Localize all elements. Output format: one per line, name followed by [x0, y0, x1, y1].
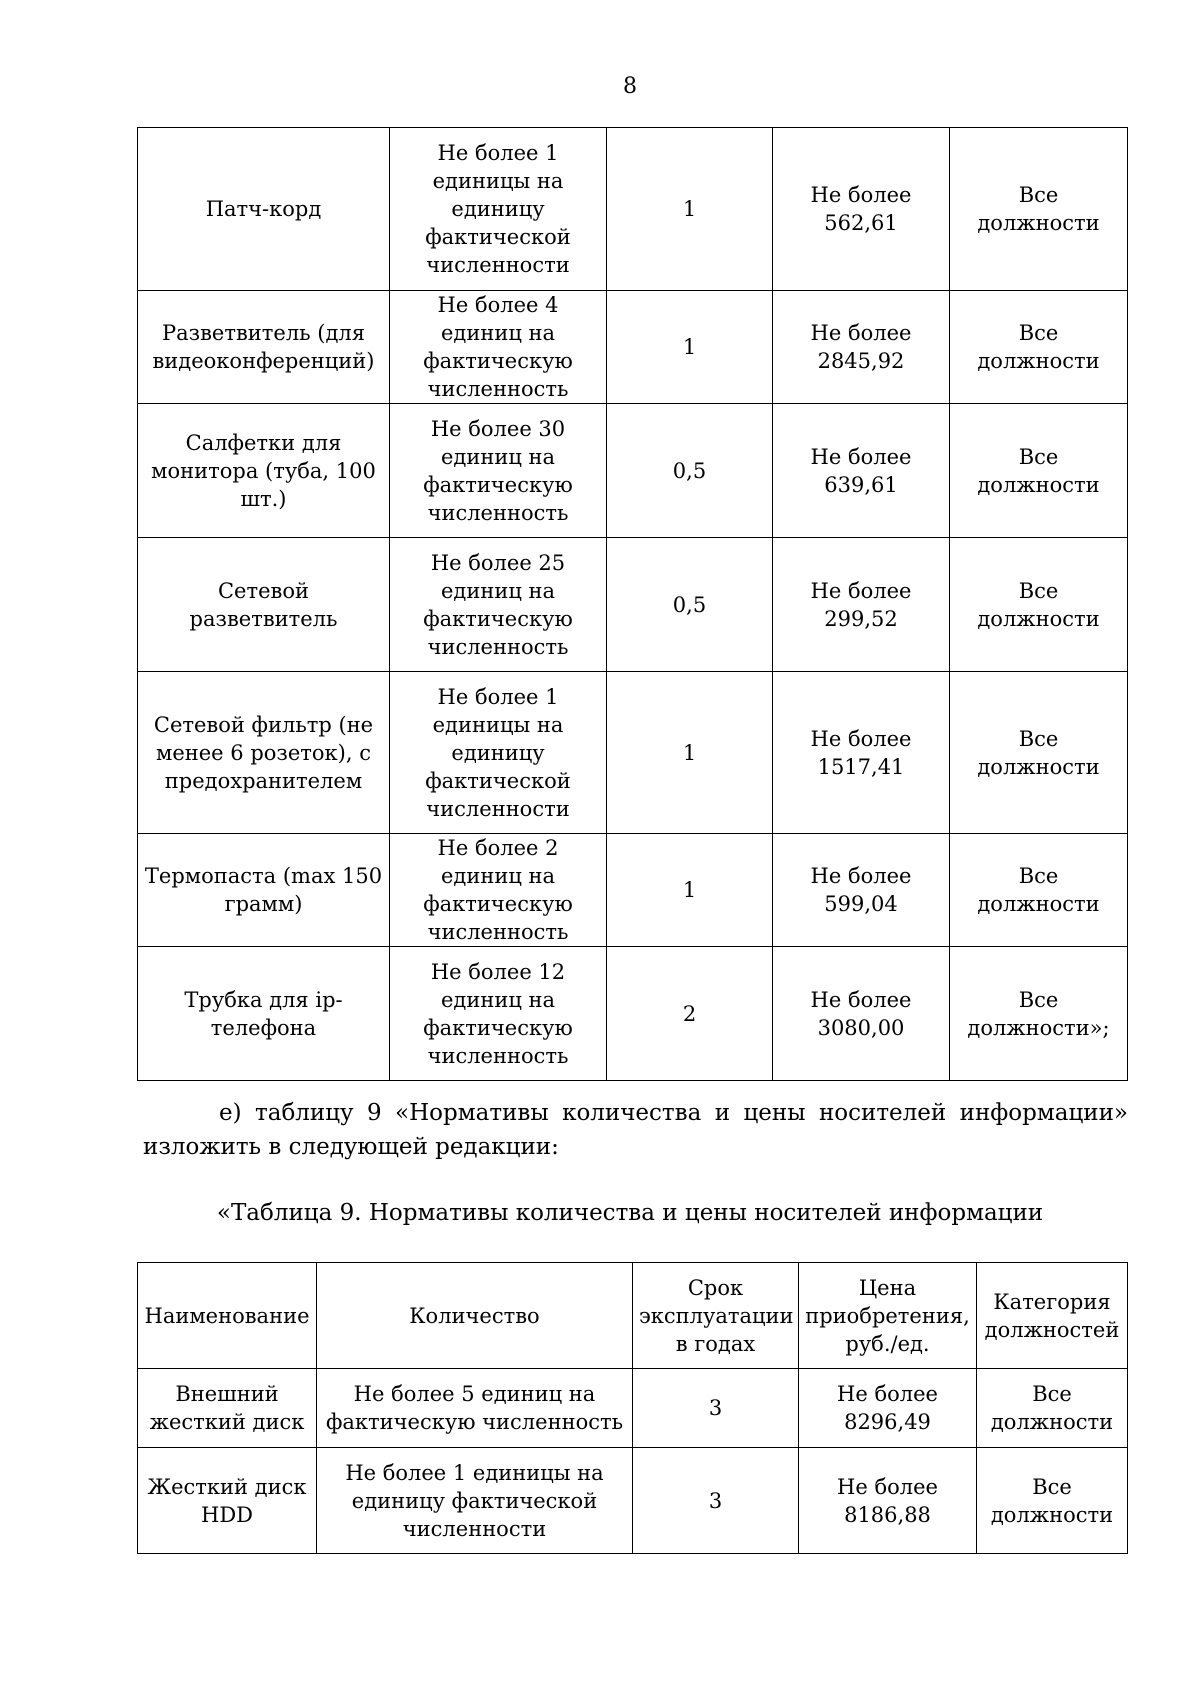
- cell-category: Все должности: [950, 404, 1128, 538]
- header-price: Цена приобретения, руб./ед.: [799, 1263, 977, 1369]
- table-header-row: [138, 1263, 1128, 1369]
- cell-price: Не более 562,61: [773, 128, 950, 291]
- table-row: [138, 947, 1128, 1081]
- cell-name: Внешний жесткий диск: [138, 1369, 317, 1448]
- cell-name: Жесткий диск HDD: [138, 1448, 317, 1554]
- cell-term: 1: [607, 128, 773, 291]
- cell-price: Не более 299,52: [773, 538, 950, 672]
- cell-price: Не более 8296,49: [799, 1369, 977, 1448]
- header-name: Наименование: [138, 1263, 317, 1369]
- cell-price: Не более 8186,88: [799, 1448, 977, 1554]
- table-9-caption: «Таблица 9. Нормативы количества и цены носителей информации: [216, 1200, 1044, 1226]
- cell-term: 0,5: [607, 404, 773, 538]
- cell-term: 0,5: [607, 538, 773, 672]
- cell-quantity: Не более 1 единицы на единицу фактической численности: [390, 672, 607, 834]
- cell-quantity: Не более 4 единиц на фактическую численность: [390, 291, 607, 404]
- cell-price: Не более 3080,00: [773, 947, 950, 1081]
- cell-price: Не более 1517,41: [773, 672, 950, 834]
- cell-term: 1: [607, 291, 773, 404]
- cell-quantity: Не более 2 единиц на фактическую численность: [390, 834, 607, 947]
- cell-name: Разветвитель (для видеоконференций): [138, 291, 390, 404]
- cell-name: Салфетки для монитора (туба, 100 шт.): [138, 404, 390, 538]
- cell-category: Все должности: [950, 291, 1128, 404]
- header-term: Срок эксплуатации в годах: [633, 1263, 799, 1369]
- table-row: [138, 672, 1128, 834]
- cell-term: 1: [607, 672, 773, 834]
- cell-name: Термопаста (max 150 грамм): [138, 834, 390, 947]
- amendment-paragraph: е) таблицу 9 «Нормативы количества и цены носителей информации» изложить в следующей редакции:: [143, 1100, 1128, 1160]
- page-number: 8: [623, 74, 637, 99]
- cell-category: Все должности: [950, 128, 1128, 291]
- cell-price: Не более 639,61: [773, 404, 950, 538]
- header-quantity: Количество: [317, 1263, 633, 1369]
- cell-category: Все должности: [977, 1448, 1128, 1554]
- cell-category: Все должности»;: [950, 947, 1128, 1081]
- cell-category: Все должности: [950, 672, 1128, 834]
- storage-media-norms-table: [137, 1262, 1128, 1554]
- cell-name: Трубка для ip-телефона: [138, 947, 390, 1081]
- cell-quantity: Не более 1 единицы на единицу фактической численности: [317, 1448, 633, 1554]
- cell-quantity: Не более 25 единиц на фактическую численность: [390, 538, 607, 672]
- cell-term: 3: [633, 1448, 799, 1554]
- cell-price: Не более 599,04: [773, 834, 950, 947]
- cell-term: 3: [633, 1369, 799, 1448]
- cell-price: Не более 2845,92: [773, 291, 950, 404]
- cell-category: Все должности: [950, 538, 1128, 672]
- table-row: [138, 538, 1128, 672]
- equipment-norms-table: [137, 127, 1128, 1081]
- cell-term: 2: [607, 947, 773, 1081]
- table-row: [138, 291, 1128, 404]
- table-row: [138, 404, 1128, 538]
- table-row: [138, 128, 1128, 291]
- cell-name: Патч-корд: [138, 128, 390, 291]
- table-row: [138, 1448, 1128, 1554]
- cell-term: 1: [607, 834, 773, 947]
- cell-name: Сетевой фильтр (не менее 6 розеток), с предохранителем: [138, 672, 390, 834]
- cell-quantity: Не более 30 единиц на фактическую численность: [390, 404, 607, 538]
- header-category: Категория должностей: [977, 1263, 1128, 1369]
- table-row: [138, 1369, 1128, 1448]
- cell-category: Все должности: [977, 1369, 1128, 1448]
- table-row: [138, 834, 1128, 947]
- cell-quantity: Не более 5 единиц на фактическую численность: [317, 1369, 633, 1448]
- cell-name: Сетевой разветвитель: [138, 538, 390, 672]
- cell-quantity: Не более 12 единиц на фактическую численность: [390, 947, 607, 1081]
- cell-quantity: Не более 1 единицы на единицу фактической численности: [390, 128, 607, 291]
- cell-category: Все должности: [950, 834, 1128, 947]
